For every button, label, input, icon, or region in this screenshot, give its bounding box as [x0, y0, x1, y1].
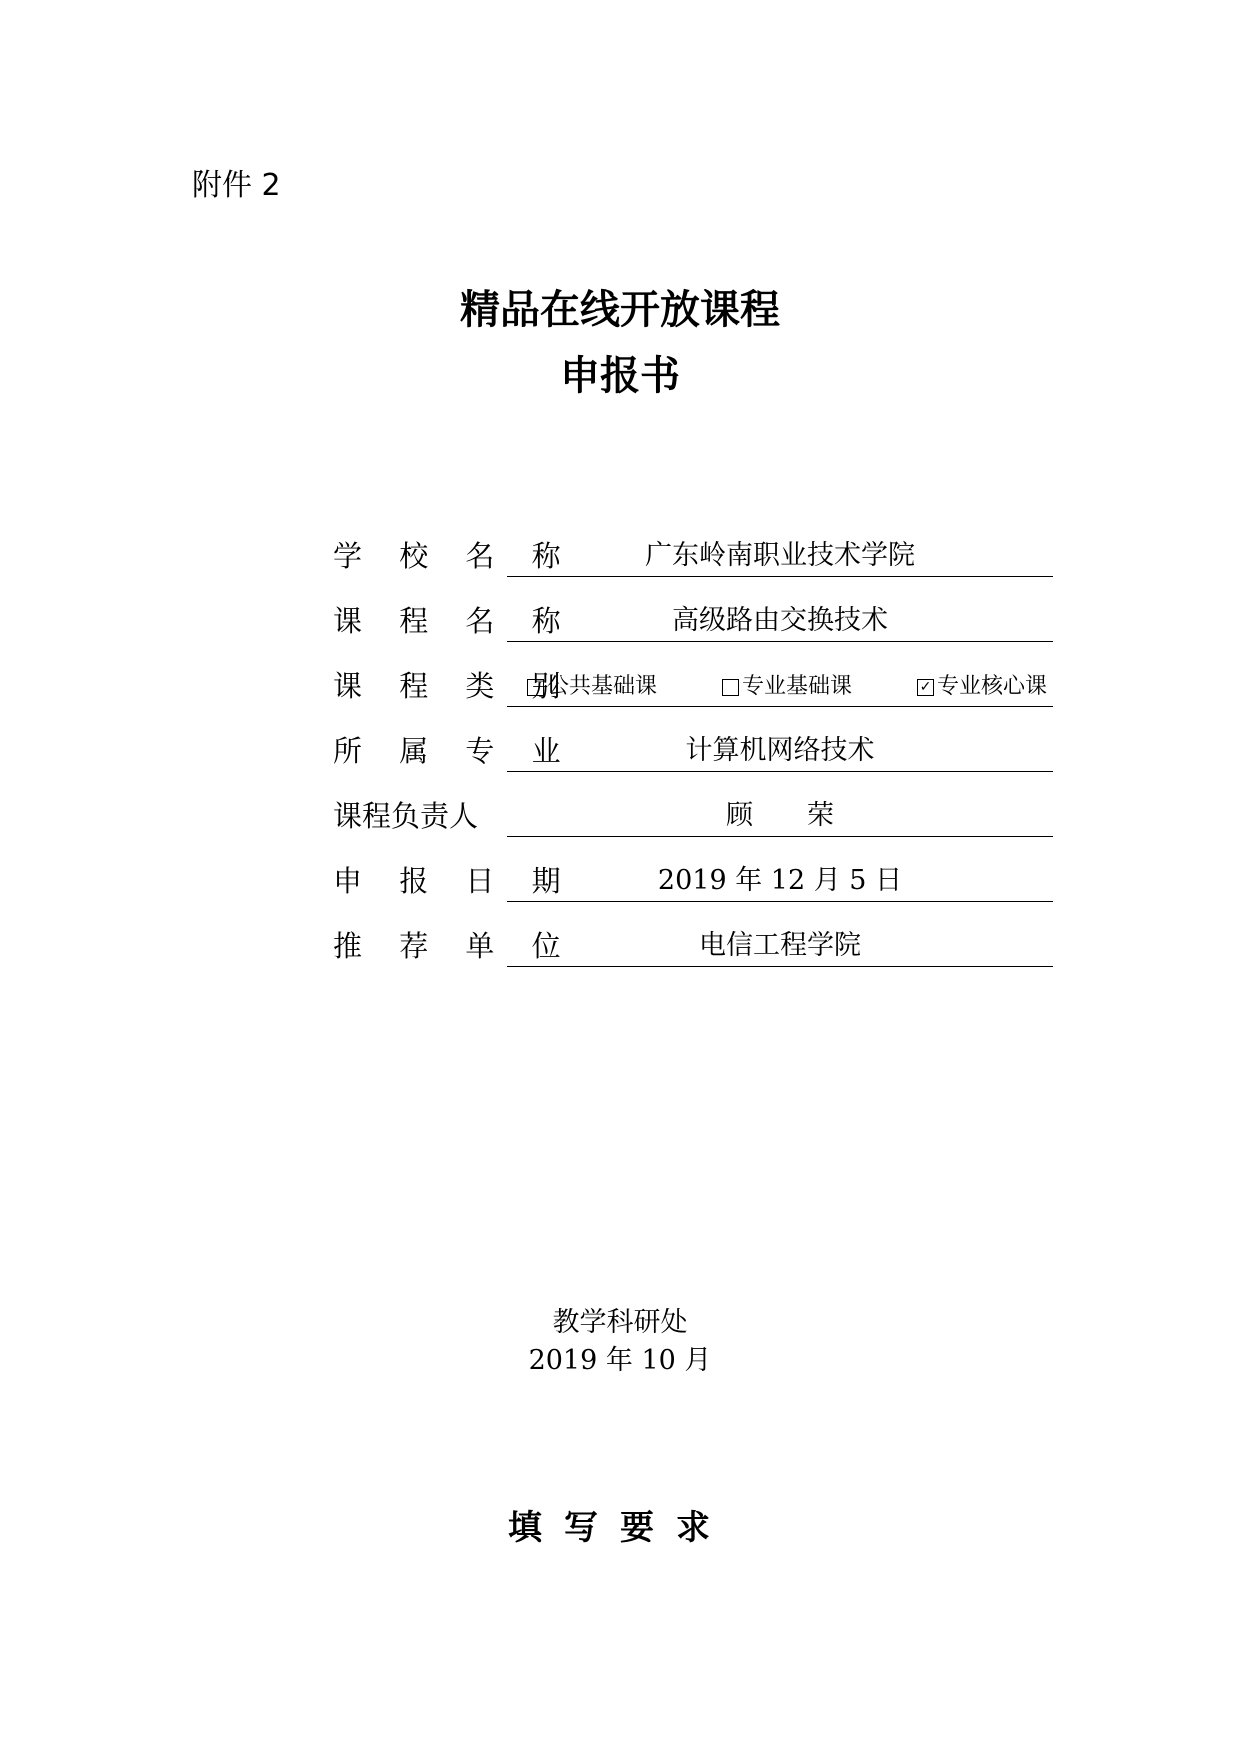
course-category-option-label: 公共基础课: [547, 674, 658, 699]
course-category-option[interactable]: [722, 672, 852, 702]
form-row-course-category: [333, 666, 1053, 706]
recommending-unit-label: 推 荐 单 位: [333, 929, 575, 963]
form-row-course-name: [333, 601, 1053, 641]
course-category-label: 课 程 类 别: [333, 669, 575, 703]
course-leader-value: 顾 荣: [726, 800, 834, 831]
major-label: 所 属 专 业: [333, 734, 575, 768]
school-name-label: 学 校 名 称: [333, 539, 575, 573]
checkbox-icon[interactable]: [527, 679, 544, 696]
application-date-value: 2019 年 12 月 5 日: [657, 865, 903, 896]
recommending-unit-field[interactable]: [507, 926, 1053, 967]
course-leader-field[interactable]: [507, 796, 1053, 837]
application-date-label: 申 报 日 期: [333, 864, 575, 898]
form-row-school-name: [333, 536, 1053, 576]
application-date-field[interactable]: [507, 861, 1053, 902]
school-name-value: 广东岭南职业技术学院: [645, 540, 915, 571]
document-title: 精品在线开放课程: [460, 287, 780, 333]
requirements-heading: 填写要求: [508, 1508, 732, 1548]
major-field[interactable]: [507, 731, 1053, 772]
major-value: 计算机网络技术: [685, 735, 875, 766]
form-row-recommending-unit: [333, 926, 1053, 966]
form-row-course-leader: [333, 796, 1053, 836]
course-category-option[interactable]: [527, 672, 657, 702]
course-name-value: 高级路由交换技术: [672, 605, 888, 636]
course-category-option-label: 专业核心课: [936, 674, 1047, 699]
course-leader-label: 课程负责人: [333, 799, 479, 833]
document-subtitle: 申报书: [560, 353, 680, 399]
issuing-department: 教学科研处: [552, 1307, 688, 1338]
form-row-application-date: [333, 861, 1053, 901]
course-category-field: [507, 666, 1053, 707]
attachment-label: 附件 2: [192, 168, 281, 203]
course-name-label: 课 程 名 称: [333, 604, 575, 638]
course-category-option[interactable]: [917, 672, 1047, 702]
issue-date: 2019 年 10 月: [528, 1345, 712, 1376]
course-name-field[interactable]: [507, 601, 1053, 642]
school-name-field[interactable]: [507, 536, 1053, 577]
course-category-option-label: 专业基础课: [741, 674, 852, 699]
course-category-options: [507, 672, 1053, 702]
checkbox-icon[interactable]: [722, 679, 739, 696]
recommending-unit-value: 电信工程学院: [699, 930, 861, 961]
checked-box-icon[interactable]: ✓: [917, 679, 934, 696]
form-row-major: [333, 731, 1053, 771]
